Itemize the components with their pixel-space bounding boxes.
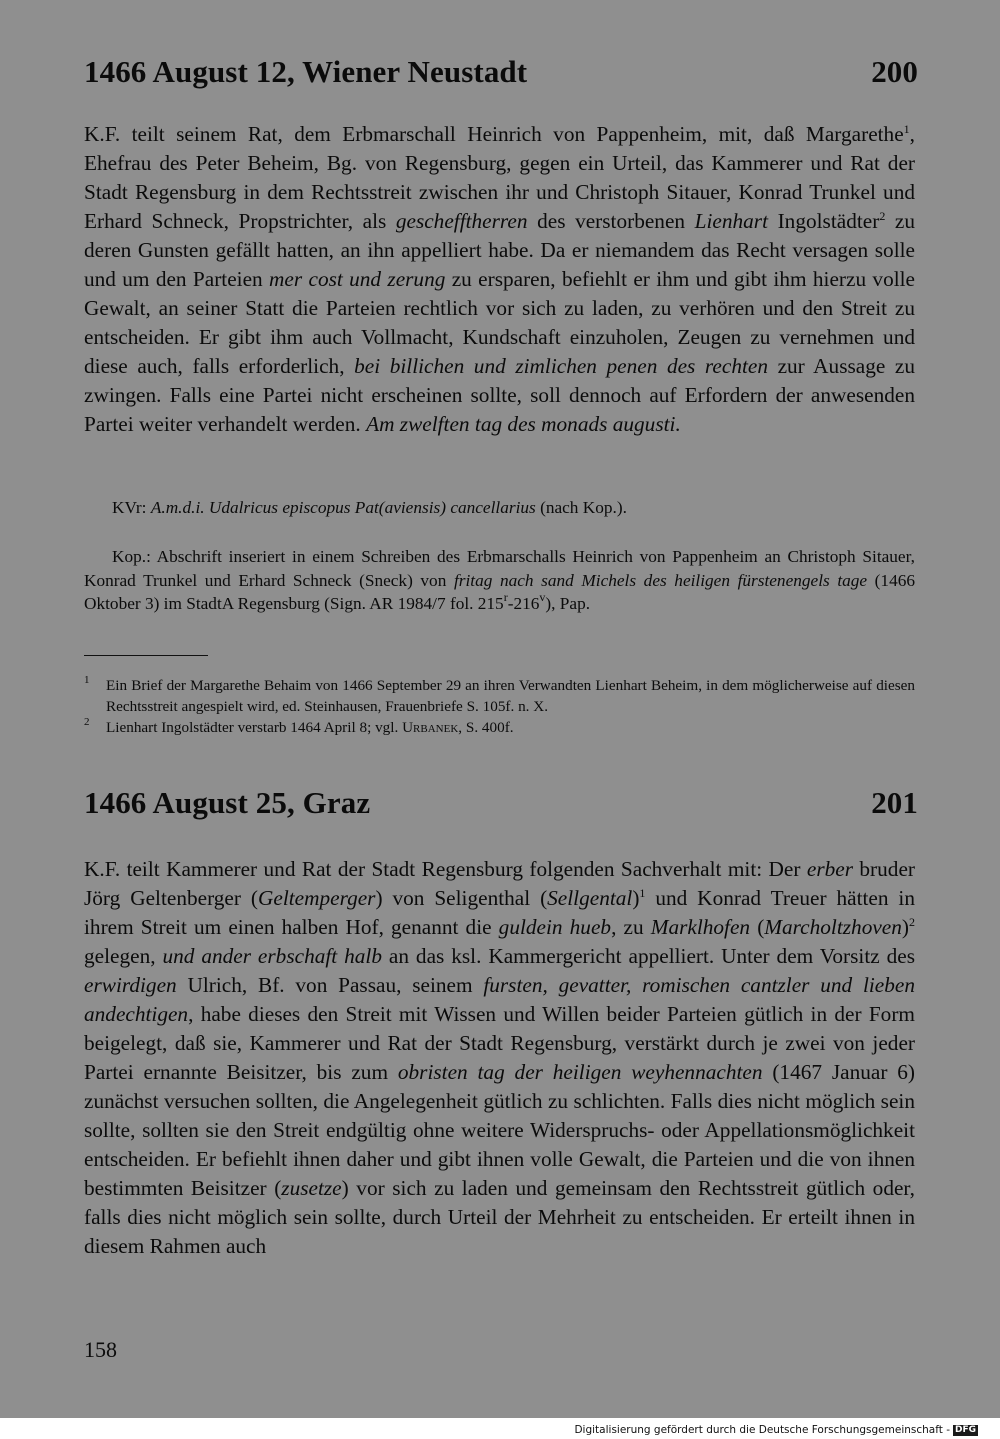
quoted-term: bei billichen und zimlichen penen des rechten (354, 354, 768, 378)
quoted-term: Marklhofen (650, 915, 751, 939)
text-run: an das ksl. Kammergericht appelliert. Unter dem Vorsitz des (381, 944, 916, 968)
regest-text-200 (84, 120, 915, 439)
footnote-divider (84, 655, 208, 656)
text-run: Ingolstädter (768, 209, 880, 233)
text-run: und Konrad Treuer hätten in ihrem Streit um einen halben Hof, genannt die (84, 886, 915, 939)
note-label: KVr: (112, 498, 151, 517)
footnote-text: Ein Brief der Margarethe Behaim von 1466 September 29 an ihren Verwandten Lienhart Beheim, in dem möglicherweise auf diesen Rechtsstreit angespielt wird, ed. Steinhausen, Frauenbriefe S. 105f. n. X. (106, 677, 915, 715)
folio-superscript: v (539, 590, 546, 605)
author-name: Urbanek (402, 719, 459, 736)
text-run: (1466 Oktober 3) im StadtA Regensburg (Sign. AR 1984/7 fol. 215 (84, 570, 915, 614)
text-run: ) vor sich zu laden und gemeinsam den Rechtsstreit gütlich oder, falls dies nicht möglich sein sollte, durch Urteil der Mehrheit zu entscheiden. Er erteilt ihnen in diesem Rahmen auch (84, 1176, 915, 1258)
text-run: des verstorbenen (527, 209, 695, 233)
text-run: (nach Kop.). (535, 498, 627, 517)
text-run: ) (632, 886, 640, 910)
quoted-term: guldein hueb (498, 915, 612, 939)
text-run: , zu (611, 915, 651, 939)
quoted-term: zusetze (281, 1176, 342, 1200)
quoted-term: fritag nach sand Michels des heiligen fürstenengels tage (453, 570, 868, 590)
text-run: -216 (507, 594, 540, 614)
quoted-term: Lienhart (694, 209, 769, 233)
document-heading-201 (84, 783, 918, 823)
text-run: ( (750, 915, 765, 939)
text-run: , habe dieses den Streit mit Wissen und Willen beider Parteien gütlich in der Form beigelegt, daß sie, Kammerer und Rat der Stadt Regensburg, verstärkt durch je zwei von jeder Partei ernannte Beisitzer, bis zum (84, 1002, 915, 1084)
digitization-credit (574, 1424, 978, 1436)
quoted-term: Geltemperger (257, 886, 376, 910)
quoted-term: Sellgental (547, 886, 633, 910)
quoted-term: Marcholtzhoven (764, 915, 902, 939)
footnote-2 (84, 717, 915, 738)
footnote-text: Lienhart Ingolstädter verstarb 1464 April 8; vgl. (106, 719, 403, 736)
text-run: gelegen, (84, 944, 163, 968)
chancery-note (84, 496, 915, 520)
quoted-term: fursten, gevatter, romischen cantzler und lieben andechtigen (84, 973, 915, 1026)
page-number: 158 (84, 1337, 117, 1362)
text-run: bruder Jörg Geltenberger ( (84, 857, 915, 910)
regest-text-201 (84, 855, 915, 1261)
footnote-1 (84, 675, 915, 717)
text-run: zu ersparen, befiehlt er ihm und gibt ihm hierzu volle Gewalt, an seiner Statt die Parteien rechtlich vor sich zu laden, zu verhören und den Streit zu entscheiden. Er gibt ihm auch Vollmacht, Kundschaft einzuholen, Zeugen zu vernehmen und diese auch, falls erforderlich, (84, 267, 916, 378)
footnote-ref: 1 (639, 886, 646, 900)
text-run: Ulrich, Bf. von Passau, seinem (176, 973, 484, 997)
text-run: zur Aussage zu zwingen. Falls eine Partei nicht erscheinen sollte, soll dennoch auf Erfordern der anwesenden Partei weiter verhandelt werden. (84, 354, 916, 436)
text-run: (1467 Januar 6) zunächst versuchen sollten, die Angelegenheit gütlich zu schlichten. Falls dies nicht möglich sein sollte, sollten sie den Streit endgültig ohne weitere Widerspruchs- oder Appellationsmöglichkeit entscheiden. Er befiehlt ihnen daher und gibt ihnen volle Gewalt, die Parteien und die von ihnen bestimmten Beisitzer ( (84, 1060, 916, 1200)
footnote-mark: 1 (84, 674, 90, 686)
quoted-term: A.m.d.i. Udalricus episcopus Pat(aviensis) cancellarius (150, 498, 536, 517)
text-run: ) von Seligenthal ( (375, 886, 548, 910)
text-run: K.F. teilt seinem Rat, dem Erbmarschall Heinrich von Pappenheim, mit, daß Margarethe (84, 122, 904, 146)
footnote-ref: 1 (903, 122, 910, 136)
text-run: K.F. teilt Kammerer und Rat der Stadt Regensburg folgenden Sachverhalt mit: Der (84, 857, 807, 881)
text-run: , Ehefrau des Peter Beheim, Bg. von Regensburg, gegen ein Urteil, das Kammerer und Rat der Stadt Regensburg in dem Rechtsstreit zwischen ihr und Christoph Sitauer, Konrad Trunkel und Erhard Schneck, Propstrichter, als (84, 122, 915, 233)
footnotes (84, 675, 915, 738)
text-run: zu deren Gunsten gefällt hatten, an ihn appelliert habe. Da er niemandem das Recht versagen solle und um den Parteien (84, 209, 915, 291)
document-date-place: 1466 August 25, Graz (84, 785, 371, 820)
document-number: 201 (871, 785, 918, 820)
footnote-ref: 2 (879, 209, 886, 223)
footnote-mark: 2 (84, 716, 90, 728)
document-date-place: 1466 August 12, Wiener Neustadt (84, 54, 528, 89)
quoted-term: obristen tag der heiligen weyhennachten (397, 1060, 763, 1084)
quoted-term: geschefftherren (395, 209, 528, 233)
footnote-ref: 2 (909, 915, 915, 929)
dating-clause: Am zwelften tag des monads augusti. (366, 412, 681, 436)
dfg-logo: DFG (954, 1424, 976, 1435)
quoted-term: und ander erbschaft halb (162, 944, 382, 968)
copy-note (84, 545, 915, 616)
text-run: ), Pap. (545, 594, 591, 614)
text-run: Kop.: Abschrift inseriert in einem Schreiben des Erbmarschalls Heinrich von Pappenheim an Christoph Sitauer, Konrad Trunkel und Erhard Schneck (Sneck) von (84, 547, 915, 590)
credit-text: Digitalisierung gefördert durch die Deutsche Forschungsgemeinschaft - (574, 1424, 950, 1436)
text-run: ) (901, 915, 909, 939)
quoted-term: mer cost und zerung (269, 267, 446, 291)
quoted-term: erber (806, 857, 854, 881)
document-heading-200 (84, 52, 918, 92)
folio-superscript: r (503, 590, 508, 605)
footnote-text: , S. 400f. (458, 719, 514, 736)
document-number: 200 (871, 54, 918, 89)
quoted-term: erwirdigen (84, 973, 177, 997)
